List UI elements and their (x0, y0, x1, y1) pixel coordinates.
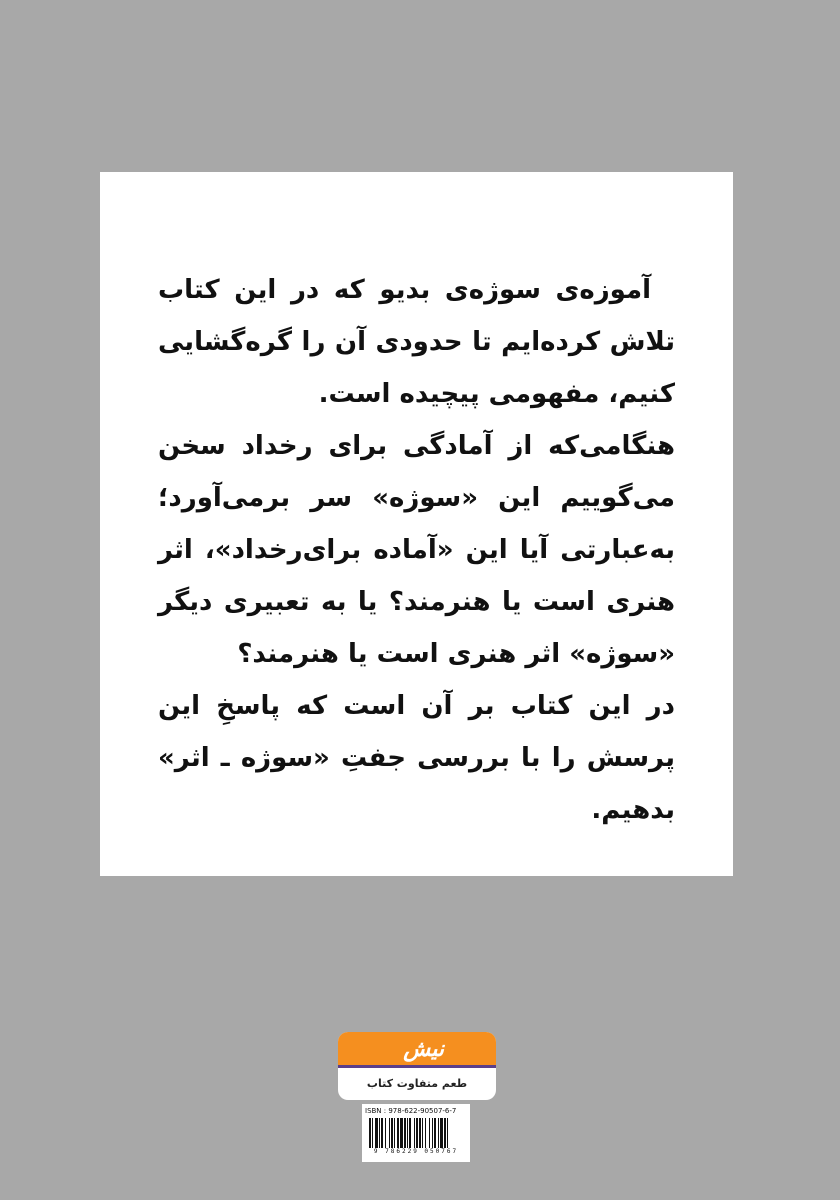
barcode-bar (379, 1118, 380, 1148)
barcode-bar (397, 1118, 399, 1148)
barcode-bar (381, 1118, 383, 1148)
publisher-logo-band (338, 1032, 496, 1068)
blurb-paragraph-3: در این کتاب بر آن است که پاسخِ این پرسش را با بررسی جفتِ «سوژه ـ اثر» بدهیم. (158, 691, 675, 825)
back-cover-blurb (158, 264, 675, 836)
barcode-bar (407, 1118, 408, 1148)
barcode-bar (414, 1118, 415, 1148)
barcode-bar (404, 1118, 406, 1148)
barcode-bar (389, 1118, 390, 1148)
barcode-bar (444, 1118, 446, 1148)
barcode-bar (394, 1118, 395, 1148)
barcode-bar (400, 1118, 403, 1148)
isbn-label: ISBN : 978-622-90507-6-7 (365, 1107, 457, 1115)
barcode-bar (391, 1118, 393, 1148)
isbn-barcode-box (362, 1104, 470, 1162)
publisher-divider (338, 1065, 496, 1068)
barcode-bar (385, 1118, 386, 1148)
barcode-bar (422, 1118, 423, 1148)
barcode-bar (375, 1118, 378, 1148)
barcode-bar (429, 1118, 430, 1148)
barcode-bar (438, 1118, 439, 1148)
publisher-tagline: طعم متفاوت کتاب (366, 1077, 468, 1090)
barcode-bar (409, 1118, 411, 1148)
barcode-bar (372, 1118, 373, 1148)
barcode-digits: 9 786229 050767 (373, 1148, 459, 1155)
barcode-bar (432, 1118, 433, 1148)
barcode-bar (369, 1118, 371, 1148)
barcode-bar (419, 1118, 421, 1148)
barcode-bar (440, 1118, 443, 1148)
barcode-icon (367, 1118, 465, 1148)
barcode-bar (416, 1118, 418, 1148)
barcode-bar (425, 1118, 426, 1148)
publisher-badge (338, 1032, 496, 1100)
blurb-paragraph-2: هنگامی‌که از آمادگی برای رخداد سخن می‌گوییم این «سوژه» سر برمی‌آورد؛ به‌عبارتی آیا این «آماده برای‌رخداد»، اثر هنری است یا هنرمند؟ یا به تعبیری دیگر «سوژه» اثر هنری است یا هنرمند؟ (158, 431, 675, 669)
barcode-bar (447, 1118, 448, 1148)
barcode-bar (434, 1118, 436, 1148)
publisher-logo: نیش (403, 1037, 444, 1062)
blurb-panel (100, 172, 733, 876)
blurb-paragraph-1: آموزه‌ی سوژه‌ی بدیو که در این کتاب تلاش کرده‌ایم تا حدودی آن را گره‌گشایی کنیم، مفهومی پیچیده است. (158, 275, 675, 409)
